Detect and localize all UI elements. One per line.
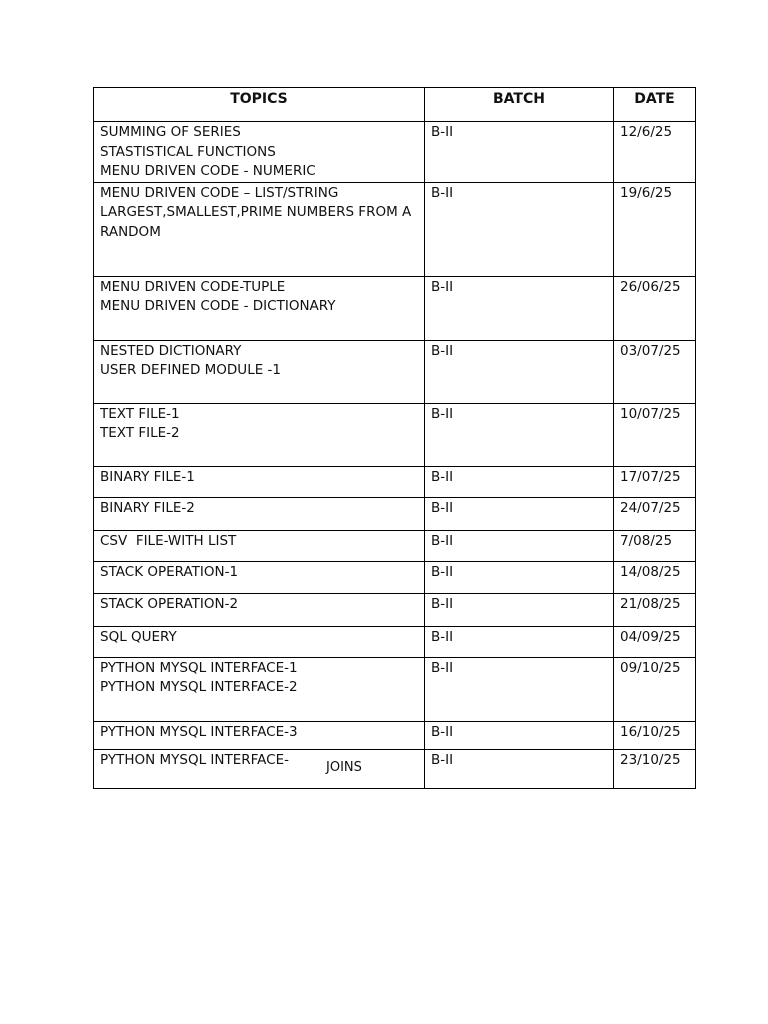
batch-cell: B-II xyxy=(425,276,614,340)
batch-cell: B-II xyxy=(425,340,614,403)
topics-cell xyxy=(94,466,425,497)
topic-text: TEXT FILE-1 xyxy=(100,405,180,422)
topic-text: CSV FILE-WITH LIST xyxy=(100,532,237,549)
date-cell: 26/06/25 xyxy=(614,276,696,340)
table-row xyxy=(94,749,696,788)
date-cell: 21/08/25 xyxy=(614,593,696,626)
batch-cell: B-II xyxy=(425,466,614,497)
topics-cell xyxy=(94,593,425,626)
topic-text: MENU DRIVEN CODE-TUPLE xyxy=(100,278,286,295)
topics-cell xyxy=(94,749,425,788)
date-cell: 09/10/25 xyxy=(614,657,696,721)
topic-text: SQL QUERY xyxy=(100,628,177,645)
table-row xyxy=(94,593,696,626)
topics-cell xyxy=(94,497,425,530)
date-cell: 19/6/25 xyxy=(614,182,696,276)
header-row xyxy=(94,88,696,122)
schedule-table xyxy=(93,87,696,789)
date-cell: 16/10/25 xyxy=(614,721,696,749)
table-row xyxy=(94,626,696,657)
batch-cell: B-II xyxy=(425,403,614,466)
batch-cell: B-II xyxy=(425,721,614,749)
topic-text: STACK OPERATION-2 xyxy=(100,595,239,612)
table-row xyxy=(94,403,696,466)
topic-text: PYTHON MYSQL INTERFACE-1 xyxy=(100,659,298,676)
date-cell: 24/07/25 xyxy=(614,497,696,530)
topics-cell xyxy=(94,626,425,657)
header-batch: BATCH xyxy=(425,88,614,122)
topic-text: MENU DRIVEN CODE – LIST/STRING xyxy=(100,184,339,201)
table-row xyxy=(94,530,696,561)
topic-text: SUMMING OF SERIES xyxy=(100,124,241,140)
topic-text: USER DEFINED MODULE -1 xyxy=(100,362,281,378)
topic-text: MENU DRIVEN CODE - NUMERIC xyxy=(100,163,316,179)
table-row xyxy=(94,497,696,530)
topics-cell xyxy=(94,122,425,183)
batch-cell: B-II xyxy=(425,182,614,276)
topic-text: LARGEST,SMALLEST,PRIME NUMBERS FROM A RANDOM xyxy=(100,204,412,240)
date-cell: 14/08/25 xyxy=(614,561,696,593)
table-row xyxy=(94,561,696,593)
topic-text: STACK OPERATION-1 xyxy=(100,563,239,580)
topics-cell xyxy=(94,340,425,403)
topics-cell xyxy=(94,530,425,561)
topic-text: BINARY FILE-1 xyxy=(100,468,195,485)
date-cell: 03/07/25 xyxy=(614,340,696,403)
topic-text: STASTISTICAL FUNCTIONS xyxy=(100,143,276,160)
batch-cell: B-II xyxy=(425,593,614,626)
topics-cell xyxy=(94,403,425,466)
batch-cell: B-II xyxy=(425,497,614,530)
batch-cell: B-II xyxy=(425,657,614,721)
topics-cell xyxy=(94,721,425,749)
date-cell: 23/10/25 xyxy=(614,749,696,788)
date-cell: 7/08/25 xyxy=(614,530,696,561)
date-cell: 10/07/25 xyxy=(614,403,696,466)
batch-cell: B-II xyxy=(425,530,614,561)
date-cell: 12/6/25 xyxy=(614,122,696,183)
header-topics: TOPICS xyxy=(94,88,425,122)
table-row xyxy=(94,122,696,183)
topics-cell xyxy=(94,657,425,721)
date-cell: 17/07/25 xyxy=(614,466,696,497)
date-cell: 04/09/25 xyxy=(614,626,696,657)
joins-overlay-text: JOINS xyxy=(326,759,362,775)
table-row xyxy=(94,182,696,276)
table-row xyxy=(94,657,696,721)
table-row xyxy=(94,466,696,497)
batch-cell: B-II xyxy=(425,626,614,657)
topics-cell xyxy=(94,182,425,276)
topic-text: TEXT FILE-2 xyxy=(100,425,180,441)
topics-cell xyxy=(94,561,425,593)
topic-text: BINARY FILE-2 xyxy=(100,499,195,516)
table-row xyxy=(94,340,696,403)
table-row xyxy=(94,721,696,749)
topic-text: NESTED DICTIONARY xyxy=(100,342,242,359)
batch-cell: B-II xyxy=(425,561,614,593)
topic-text: PYTHON MYSQL INTERFACE- xyxy=(100,751,289,768)
topics-cell-inner xyxy=(100,751,418,775)
batch-cell: B-II xyxy=(425,122,614,183)
header-date: DATE xyxy=(614,88,696,122)
table-row xyxy=(94,276,696,340)
topics-cell xyxy=(94,276,425,340)
topic-text: PYTHON MYSQL INTERFACE-3 xyxy=(100,723,298,740)
topic-text: PYTHON MYSQL INTERFACE-2 xyxy=(100,679,298,695)
topic-text: MENU DRIVEN CODE - DICTIONARY xyxy=(100,298,336,314)
batch-cell: B-II xyxy=(425,749,614,788)
